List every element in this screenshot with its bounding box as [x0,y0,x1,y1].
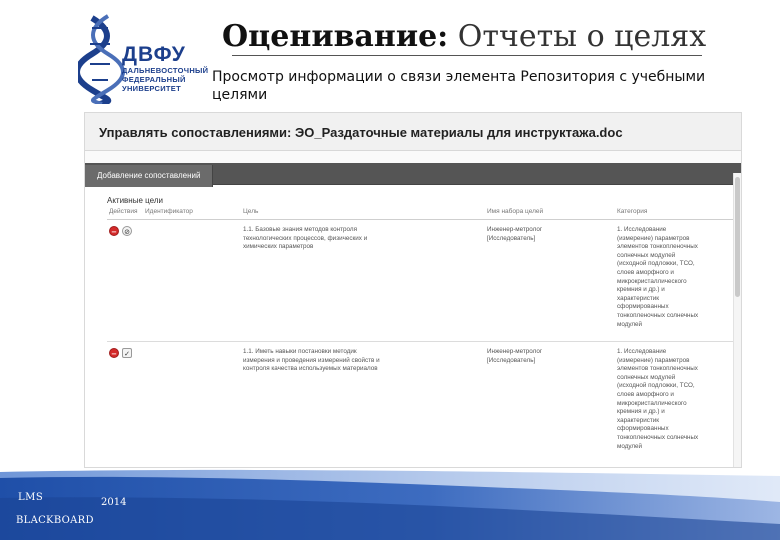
goal-cell: 1.1. Базовые знания методов контроля технологических процессов, физических и химических параметров [243,226,368,251]
footer-year: 2014 [101,497,127,508]
goal-cell: 1.1. Иметь навыки постановки методик измерения и проведения измерений свойств и контроля качества используемых материалов [243,348,380,373]
slide-subtitle: Просмотр информации о связи элемента Репозитория с учебными целями [212,69,706,103]
logo-line-2: ФЕДЕРАЛЬНЫЙ [122,75,186,84]
add-mapping-button[interactable]: Добавление сопоставлений [85,165,213,187]
goal-set-cell: Инженер-метролог [Исследователь] [487,226,543,242]
goal-set-cell: Инженер-метролог [Исследователь] [487,348,543,364]
table-row [107,342,737,468]
row-actions [109,348,143,358]
logo-main-text: ДВФУ [122,43,186,66]
blackboard-screenshot [84,112,742,468]
category-cell: 1. Исследование (измерение) параметров элементов тонкопленочных солнечных модулей (исходной подложки, ТСО, слоев аморфного и микрокристаллического кремния и др.) и характеристик сформированных тонкопленочных солнечных модулей [617,348,699,450]
row-actions [109,226,143,236]
table-row [107,220,737,342]
category-cell: 1. Исследование (измерение) параметров элементов тонкопленочных солнечных модулей (исходной подложки, ТСО, слоев аморфного и микрокристаллического кремния и др.) и характеристик сформированных тонкопленочных солнечных модулей [617,226,699,328]
footer-lms: LMS [18,492,44,503]
dna-helix-logo-icon [78,14,126,104]
check-icon[interactable]: ✓ [122,348,132,358]
footer-platform: BLACKBOARD [16,515,94,526]
slide-title [222,18,742,56]
section-title: Активные цели [107,196,163,205]
slide-title-light: Отчеты о целях [457,19,707,54]
logo-line-3: УНИВЕРСИТЕТ [122,84,181,93]
action-bar [85,163,741,185]
scrollbar-thumb[interactable] [735,177,740,297]
scrollbar[interactable] [733,173,741,467]
column-header-id[interactable]: Идентификатор [145,208,193,215]
title-underline [232,55,702,56]
header-gap [85,151,741,163]
table-header [107,206,737,220]
slide-title-bold: Оценивание: [222,19,449,54]
column-header-actions[interactable]: Действия [109,208,138,215]
active-goals-section [107,195,737,468]
column-header-goal-set[interactable]: Имя набора целей [487,208,544,215]
logo-line-1: ДАЛЬНЕВОСТОЧНЫЙ [122,66,209,75]
dvfu-logo [78,14,218,104]
page-header: Управлять сопоставлениями: ЭО_Раздаточные материалы для инструктажа.doc [85,113,741,151]
column-header-goal[interactable]: Цель [243,208,259,215]
column-header-category[interactable]: Категория [617,208,648,215]
delete-icon[interactable]: − [109,226,119,236]
remove-icon[interactable]: ⊘ [122,226,132,236]
delete-icon[interactable]: − [109,348,119,358]
